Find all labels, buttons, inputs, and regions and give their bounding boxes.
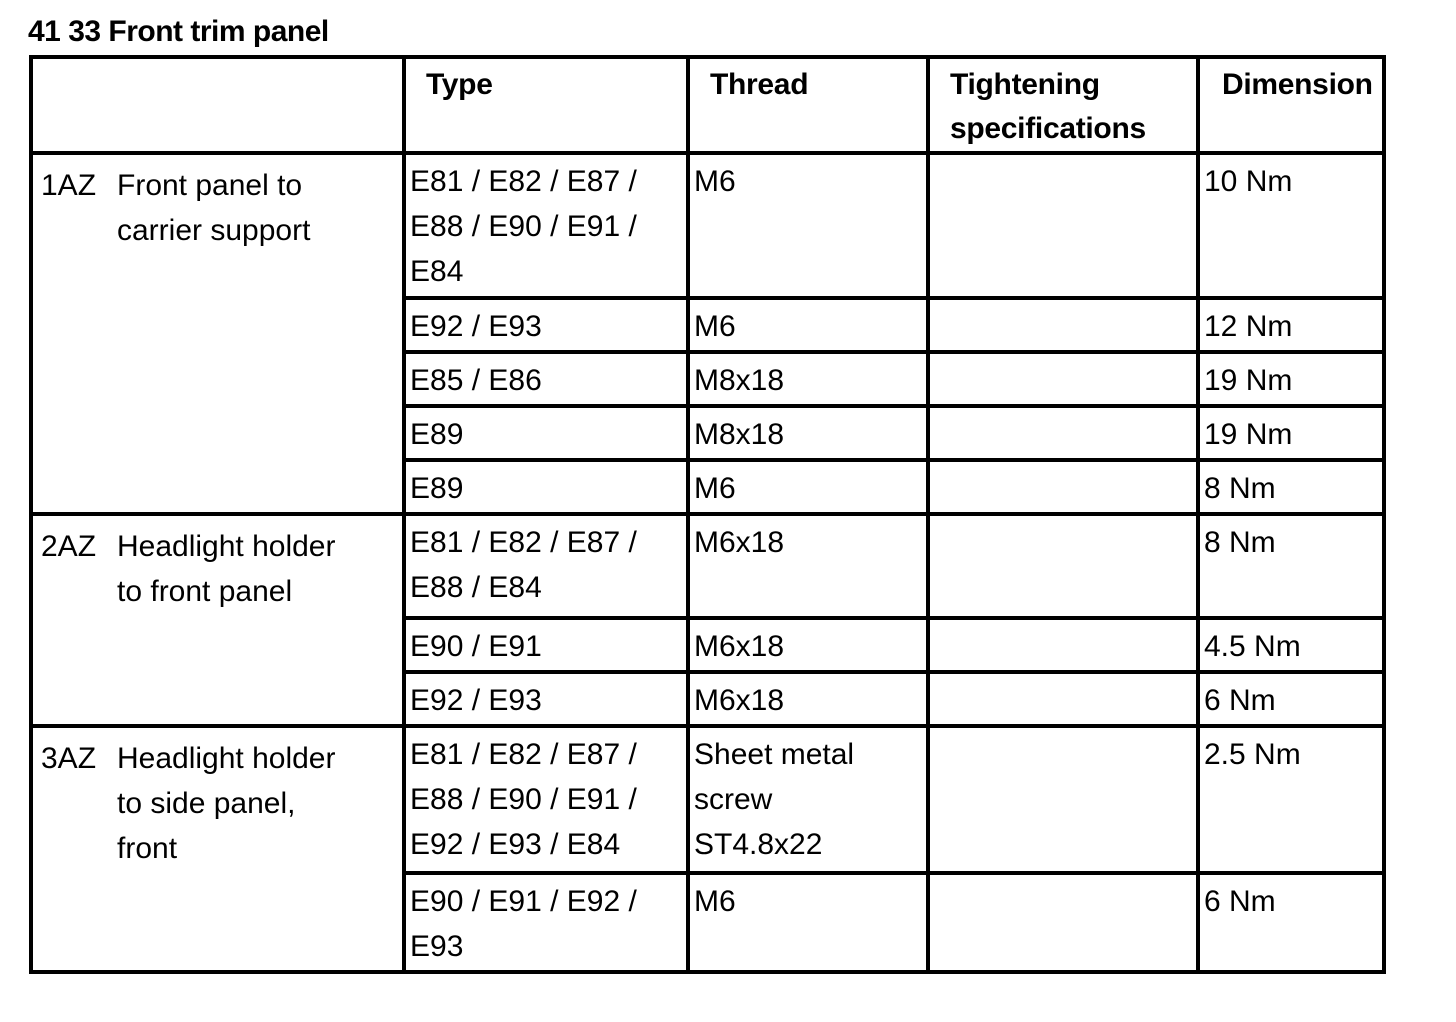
position-description (117, 163, 310, 253)
type-line: E90 / E91 (410, 630, 542, 663)
dimension-cell: 4.5 Nm (1198, 618, 1384, 672)
type-cell (404, 873, 688, 972)
type-line: E89 (410, 418, 464, 451)
description-line: Front panel to (117, 169, 303, 202)
type-line: E89 (410, 472, 464, 505)
position-code: 3AZ (41, 742, 97, 775)
thread-line: M8x18 (694, 364, 785, 397)
type-cell (404, 672, 688, 726)
type-line: E88 / E84 (410, 571, 542, 604)
thread-line: M6 (694, 310, 736, 343)
dimension-cell: 12 Nm (1198, 298, 1384, 352)
description-line: to side panel, (117, 787, 296, 820)
table-header-row (31, 57, 1384, 153)
tightening-spec-cell (928, 618, 1198, 672)
thread-line: screw (694, 783, 773, 816)
tightening-spec-cell (928, 460, 1198, 514)
thread-cell (688, 726, 928, 873)
thread-cell (688, 406, 928, 460)
page-title: 41 33 Front trim panel (28, 15, 329, 48)
type-line: E88 / E90 / E91 / (410, 210, 637, 243)
type-cell (404, 726, 688, 873)
description-line: Headlight holder (117, 530, 336, 563)
dimension-cell: 10 Nm (1198, 153, 1384, 298)
dimension-cell: 19 Nm (1198, 352, 1384, 406)
description-line: front (117, 832, 178, 865)
tightening-spec-cell (928, 672, 1198, 726)
thread-cell (688, 352, 928, 406)
tightening-spec-cell (928, 406, 1198, 460)
dimension-cell: 8 Nm (1198, 514, 1384, 618)
type-cell (404, 352, 688, 406)
type-cell (404, 618, 688, 672)
header-thread: Thread (688, 57, 928, 153)
dimension-cell: 19 Nm (1198, 406, 1384, 460)
type-line: E92 / E93 / E84 (410, 828, 621, 861)
type-cell (404, 298, 688, 352)
torque-table (29, 55, 1386, 974)
tightening-spec-cell (928, 514, 1198, 618)
position-code: 2AZ (41, 530, 97, 563)
thread-cell (688, 298, 928, 352)
type-line: E81 / E82 / E87 / (410, 738, 637, 771)
thread-cell (688, 153, 928, 298)
table-row (31, 153, 1384, 298)
thread-cell (688, 514, 928, 618)
tightening-spec-cell (928, 298, 1198, 352)
description-line: to front panel (117, 575, 293, 608)
type-cell (404, 514, 688, 618)
thread-cell (688, 618, 928, 672)
thread-line: M6 (694, 885, 736, 918)
dimension-cell: 8 Nm (1198, 460, 1384, 514)
type-line: E81 / E82 / E87 / (410, 526, 637, 559)
type-line: E81 / E82 / E87 / (410, 165, 637, 198)
thread-line: M6x18 (694, 526, 785, 559)
position-description (117, 524, 335, 614)
tightening-spec-cell (928, 153, 1198, 298)
header-dimension: Dimension (1198, 57, 1384, 153)
position-cell (31, 514, 404, 726)
thread-line: Sheet metal (694, 738, 855, 771)
thread-line: M8x18 (694, 418, 785, 451)
table-body (31, 153, 1384, 972)
thread-line: M6x18 (694, 684, 785, 717)
position-cell (31, 726, 404, 972)
table-row (31, 514, 1384, 618)
position-description (117, 736, 335, 871)
type-cell (404, 460, 688, 514)
thread-cell (688, 873, 928, 972)
tightening-spec-cell (928, 352, 1198, 406)
header-tightening-specifications: Tightening specifications (928, 57, 1198, 153)
header-blank (31, 57, 404, 153)
thread-line: M6 (694, 472, 736, 505)
tightening-spec-cell (928, 873, 1198, 972)
dimension-cell: 2.5 Nm (1198, 726, 1384, 873)
type-line: E92 / E93 (410, 310, 542, 343)
description-line: carrier support (117, 214, 311, 247)
thread-line: ST4.8x22 (694, 828, 823, 861)
type-line: E88 / E90 / E91 / (410, 783, 637, 816)
dimension-cell: 6 Nm (1198, 672, 1384, 726)
thread-line: M6 (694, 165, 736, 198)
thread-cell (688, 460, 928, 514)
type-line: E92 / E93 (410, 684, 542, 717)
type-cell (404, 406, 688, 460)
tightening-spec-cell (928, 726, 1198, 873)
type-line: E93 (410, 930, 464, 963)
thread-cell (688, 672, 928, 726)
thread-line: M6x18 (694, 630, 785, 663)
description-line: Headlight holder (117, 742, 336, 775)
position-cell (31, 153, 404, 514)
type-line: E85 / E86 (410, 364, 542, 397)
dimension-cell: 6 Nm (1198, 873, 1384, 972)
position-code: 1AZ (41, 169, 97, 202)
table-row (31, 726, 1384, 873)
header-type: Type (404, 57, 688, 153)
type-line: E90 / E91 / E92 / (410, 885, 637, 918)
type-cell (404, 153, 688, 298)
type-line: E84 (410, 255, 464, 288)
